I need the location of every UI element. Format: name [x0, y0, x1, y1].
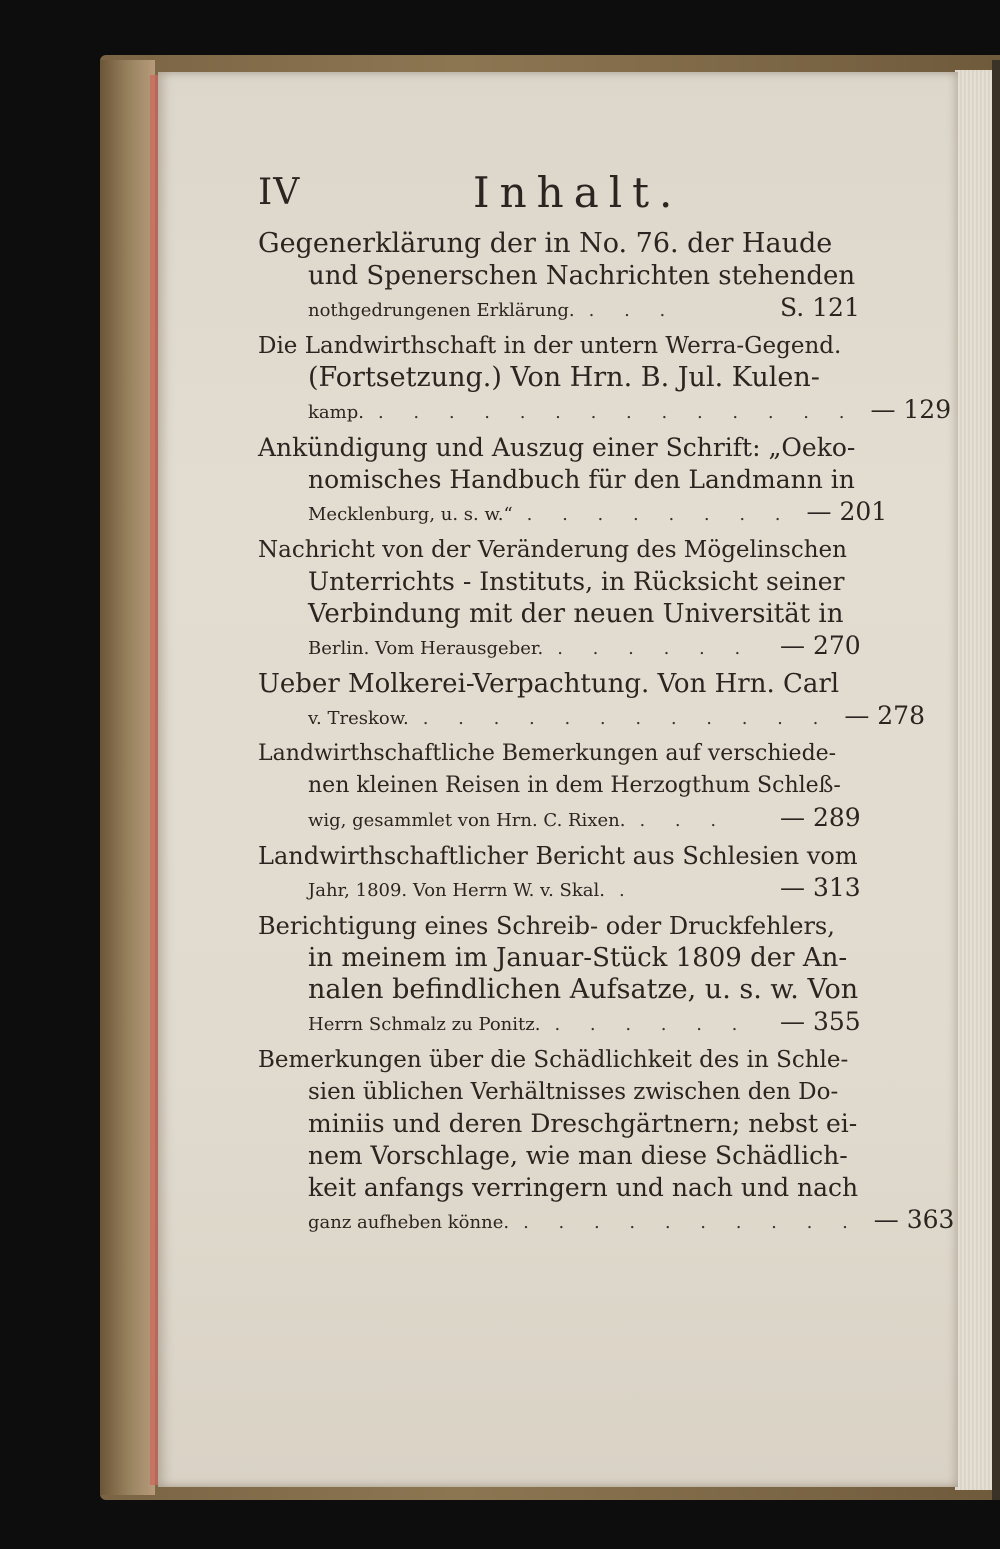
- toc-leader-dots: . . . . . . . . . . . . . .: [377, 402, 857, 423]
- toc-entry-text: kamp.: [308, 402, 364, 423]
- toc-leader-dots: . . .: [639, 810, 729, 831]
- toc-entry-line: [258, 496, 888, 528]
- toc-entry-line: Gegenerklärung der in No. 76. der Haude: [258, 228, 833, 259]
- cover-back-edge: [992, 60, 1000, 1500]
- toc-entry-line: sien üblichen Verhältnisses zwischen den Do-: [308, 1079, 839, 1105]
- toc-leader-dots: .: [618, 880, 637, 901]
- toc-entry: [258, 432, 888, 528]
- toc-entry-line: nem Vorschlage, wie man diese Schädlich-: [308, 1141, 848, 1170]
- toc-entry-text: nothgedrungenen Erklärung.: [308, 300, 575, 321]
- toc-entry-line: [258, 700, 925, 732]
- toc-entry-line: in meinem im Januar-Stück 1809 der An-: [308, 943, 848, 973]
- toc-page-reference: — 270: [780, 631, 861, 660]
- toc-entry: [258, 1044, 955, 1236]
- toc-entry-line: nalen befindlichen Aufsatze, u. s. w. Von: [308, 974, 859, 1005]
- toc-entry-line: (Fortsetzung.) Von Hrn. B. Jul. Kulen-: [308, 362, 820, 393]
- toc-entry: [258, 534, 861, 662]
- toc-page-reference: — 363: [873, 1205, 955, 1234]
- toc-entry-text: Jahr, 1809. Von Herrn W. v. Skal.: [308, 880, 605, 901]
- toc-page-reference: — 278: [844, 701, 925, 730]
- toc-entry-text: Herrn Schmalz zu Ponitz.: [308, 1014, 541, 1035]
- toc-entry-line: [258, 394, 952, 426]
- toc-entry-line: nen kleinen Reisen in dem Herzogthum Schleß-: [308, 773, 841, 798]
- toc-entry-line: [258, 872, 861, 904]
- toc-entry-line: keit anfangs verringern und nach und nach: [308, 1173, 859, 1202]
- toc-page-reference: — 289: [780, 803, 861, 832]
- toc-leader-dots: . . . . . . . . . .: [523, 1212, 860, 1233]
- toc-entry-line: Ankündigung und Auszug einer Schrift: „Oeko-: [258, 433, 856, 462]
- toc-entry-line: Ueber Molkerei-Verpachtung. Von Hrn. Carl: [258, 669, 840, 699]
- toc-entry-text: v. Treskow.: [308, 708, 409, 729]
- toc-leader-dots: . . . . . .: [557, 638, 753, 659]
- toc-entry-line: Unterrichts - Instituts, in Rücksicht seiner: [308, 567, 845, 596]
- page-number: IV: [258, 172, 301, 213]
- page-header: [258, 168, 858, 228]
- toc-leader-dots: . . . . . . . . . . . .: [422, 708, 831, 729]
- toc-entry-line: und Spenerschen Nachrichten stehenden: [308, 261, 856, 291]
- toc-entry-line: nomisches Handbuch für den Landmann in: [308, 465, 855, 494]
- toc-entry-line: Die Landwirthschaft in der untern Werra-Gegend.: [258, 333, 842, 359]
- toc-entry-line: [258, 1204, 955, 1236]
- toc-entry-line: miniis und deren Dreschgärtnern; nebst ei-: [308, 1109, 858, 1138]
- toc-page-reference: — 313: [780, 873, 861, 902]
- toc-entry-text: Mecklenburg, u. s. w.“: [308, 504, 513, 525]
- toc-entry-line: [258, 292, 858, 324]
- toc-entry-line: Landwirthschaftliche Bemerkungen auf verschiede-: [258, 741, 837, 766]
- toc-entry-line: [258, 630, 861, 662]
- toc-page-reference: — 201: [806, 497, 888, 526]
- toc-leader-dots: . . .: [588, 300, 678, 321]
- toc-entry: [258, 840, 861, 904]
- table-of-contents: [258, 228, 955, 1242]
- toc-entry-text: ganz aufheben könne.: [308, 1212, 510, 1233]
- toc-entry-line: Nachricht von der Veränderung des Mögelinschen: [258, 537, 847, 563]
- toc-page-reference: S. 121: [780, 293, 860, 322]
- toc-entry-line: Bemerkungen über die Schädlichkeit des in Schle-: [258, 1047, 849, 1073]
- toc-entry-text: Berlin. Vom Herausgeber.: [308, 638, 544, 659]
- toc-entry-line: [258, 802, 861, 834]
- toc-entry-line: [258, 1006, 861, 1038]
- toc-entry-line: Berichtigung eines Schreib- oder Druckfehlers,: [258, 912, 835, 940]
- toc-entry: [258, 910, 861, 1038]
- toc-page-reference: — 129: [870, 395, 952, 424]
- toc-entry: [258, 228, 858, 324]
- toc-leader-dots: . . . . . . . .: [526, 504, 793, 525]
- book-spine-edge: [100, 60, 155, 1495]
- toc-entry-text: wig, gesammlet von Hrn. C. Rixen.: [308, 810, 626, 831]
- toc-entry: [258, 668, 925, 732]
- toc-entry-line: Landwirthschaftlicher Bericht aus Schlesien vom: [258, 842, 858, 870]
- toc-leader-dots: . . . . . .: [554, 1014, 750, 1035]
- red-page-edge: [150, 75, 158, 1485]
- toc-page-reference: — 355: [780, 1007, 861, 1036]
- page-block-edges: [955, 70, 995, 1490]
- toc-entry: [258, 330, 952, 426]
- toc-entry-line: Verbindung mit der neuen Universität in: [308, 599, 844, 629]
- toc-entry: [258, 738, 861, 834]
- page-title: Inhalt.: [473, 168, 683, 217]
